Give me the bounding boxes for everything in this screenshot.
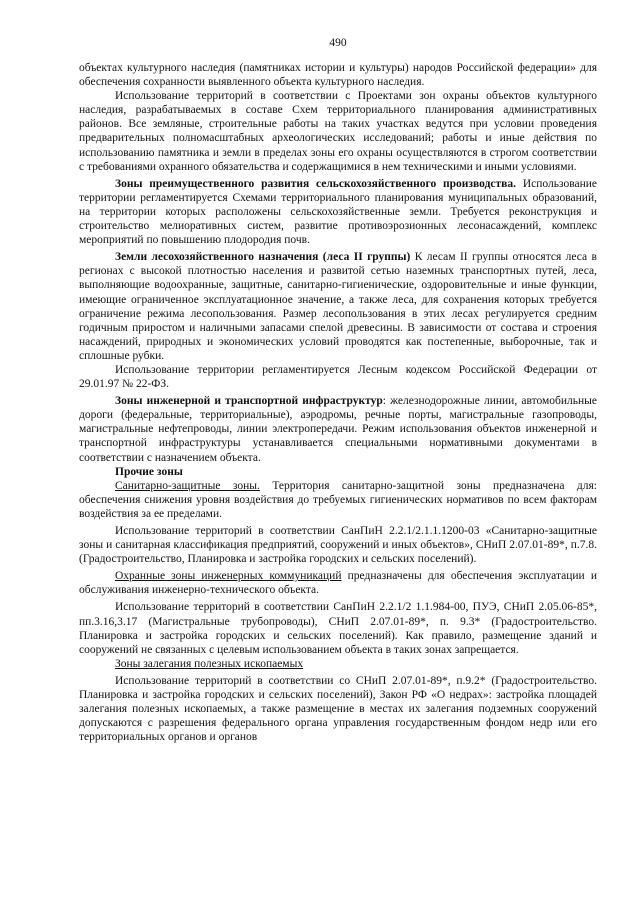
heading-infrastructure-zones: Зоны инженерной и транспортной инфраструктур xyxy=(115,395,383,408)
heading-agricultural-zones: Зоны преимущественного развития сельскохозяйственного производства. xyxy=(115,177,517,190)
paragraph-sanpin-pipelines: Использование территорий в соответствии СанПиН 2.2.1/2 1.1.984-00, ПУЭ, СНиП 2.05.06-85*, пп.3.16,3.17 (Магистральные трубопроводы), СНиП 2.07.01-89*, п. 9.3* (Градостроительство. Планировка и застройка городских и сельских поселений). Как правило, размещение зданий и сооружений не связанных с целевым использованием объекта в таких зонах запрещается. xyxy=(79,601,597,656)
paragraph-heritage-protection: Использование территорий в соответствии с Проектами зон охраны объектов культурного наследия, разрабатываемых в составе Схем территориального планирования административных районов. Все земляные, строительные работы на таких участках ведутся при условии проведения предварительных полномасштабных археологических исследований; работы и иные действия по использованию памятника и земли в пределах зоны его охраны осуществляются в строгом соответствии с требованиями охранного обязательства и содержащимися в нем техническими и иными условиями. xyxy=(79,90,597,173)
sanitary-zones-text: Территория санитарно-защитной зоны предназначена для: обеспечения снижения уровня воздействия до требуемых гигиенических нормативов по всем факторам воздействия за ее пределами. xyxy=(79,479,597,520)
heading-forestry-lands: Земли лесохозяйственного назначения (леса II группы) xyxy=(115,251,411,264)
paragraph-forestry-lands xyxy=(79,250,597,363)
paragraph-agricultural-zones xyxy=(79,177,597,247)
utility-protection-zones-text: предназначены для обеспечения эксплуатации и обслуживания инженерно-технического объекта. xyxy=(79,570,597,597)
paragraph-mineral-deposits: Использование территорий в соответствии со СНиП 2.07.01-89*, п.9.2* (Градостроительство. Планировка и застройка городских и сельских поселений), Закон РФ «О недрах»: застройка площадей залегания полезных ископаемых, а также размещение в местах их залегания подземных сооружений допускаются с разрешения федерального органа управления государственным фондом недр или его территориальных органов и органов xyxy=(79,674,597,744)
paragraph-utility-protection-zones xyxy=(79,569,597,597)
paragraph-sanpin-sanitary: Использование территорий в соответствии СанПиН 2.2.1/2.1.1.1200-03 «Санитарно-защитные зоны и санитарная классификация предприятий, сооружений и иных объектов», СНиП 2.07.01-89*, п.7.8. (Градостроительство, Планировка и застройка городских и сельских поселений). xyxy=(79,525,597,566)
infrastructure-zones-text: : железнодорожные линии, автомобильные дороги (федеральные, территориальные), аэродромы, речные порты, магистральные газопроводы, магистральные нефтепроводы, линии электропередачи. Режим использования объектов инженерной и транспортной инфраструктуры устанавливается специальными нормативными документами в соответствии с назначением объекта. xyxy=(79,395,598,464)
document-body xyxy=(79,61,597,744)
forestry-lands-text: К лесам II группы относятся леса в регионах с высокой плотностью населения и развитой сетью наземных транспортных путей, леса, выполняющие водоохранные, защитные, санитарно-гигиенические, оздоровительные и иные функции, имеющие ограниченное эксплуатационное значение, а также леса, для сохранения которых требуется ограничение режима лесопользования. Размер лесопользования в этих лесах регулируется средним годичным приростом и наличными запасами спелой древесины. В зависимости от состава и строения насаждений, природных и экономических условий проводятся как постепенные, выборочные, так и сплошные рубки. xyxy=(79,251,597,362)
page-number: 490 xyxy=(329,37,347,49)
agricultural-zones-text: Использование территории регламентируется Схемами территориального планирования муниципальных образований, на территории которых расположены сельскохозяйственные земли. Требуется реконструкция и строительство мелиоративных систем, развитие противоэрозионных лесонасаждений, комплекс мероприятий по повышению плодородия почв. xyxy=(79,177,597,247)
heading-mineral-deposits: Зоны залегания полезных ископаемых xyxy=(115,657,304,670)
heading-utility-protection-zones: Охранные зоны инженерных коммуникаций xyxy=(115,570,342,583)
paragraph-cultural-heritage-cont: объектах культурного наследия (памятниках истории и культуры) народов Российской федерации» для обеспечения сохранности выявленного объекта культурного наследия. xyxy=(79,62,597,89)
paragraph-infrastructure-zones xyxy=(79,394,597,464)
heading-other-zones: Прочие зоны xyxy=(115,465,183,478)
heading-sanitary-zones: Санитарно-защитные зоны. xyxy=(115,479,260,492)
paragraph-forest-code: Использование территории регламентируется Лесным кодексом Российской Федерации от 29.01.97 № 22-ФЗ. xyxy=(79,363,597,391)
paragraph-sanitary-zones xyxy=(79,479,597,521)
